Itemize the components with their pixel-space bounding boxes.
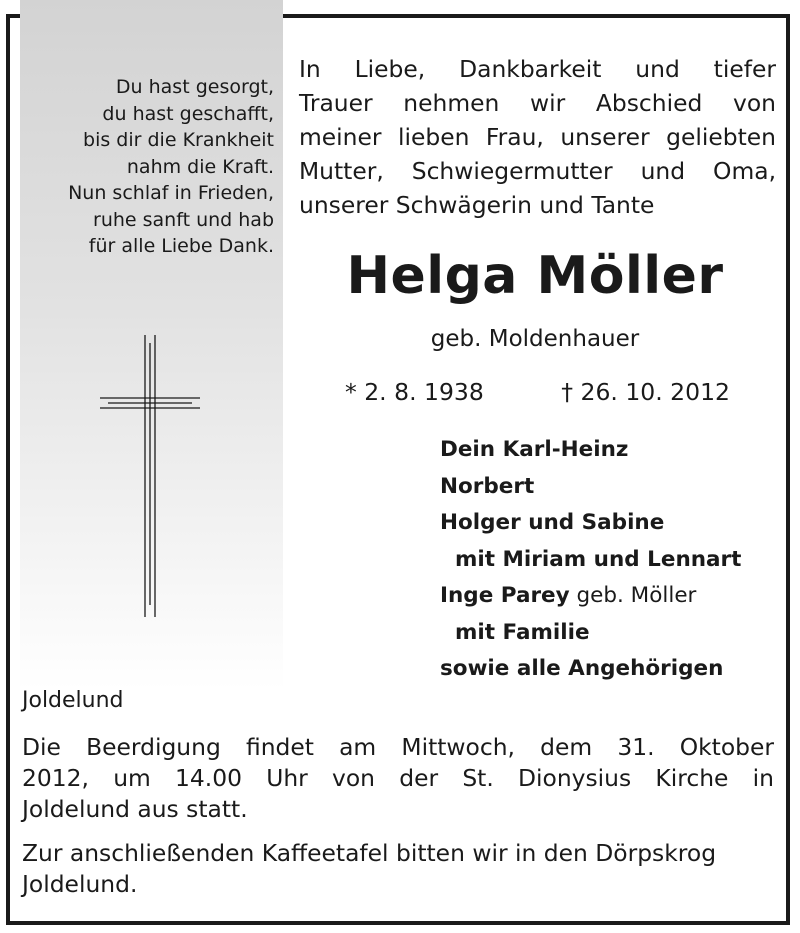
funeral-line: Joldelund aus statt. (22, 795, 248, 823)
coffee-line: Joldelund. (22, 870, 138, 898)
coffee-line: Zur anschließenden Kaffeetafel bitten wir in den Dörpskrog (22, 839, 717, 867)
intro-line: unserer Schwägerin und Tante (299, 191, 655, 219)
verse (24, 74, 274, 260)
funeral-line: Die Beerdigung findet am Mittwoch, dem 31. Oktober (22, 733, 774, 761)
verse-line: nahm die Kraft. (126, 155, 274, 178)
funeral-info (22, 732, 774, 825)
mourner-nee: geb. Möller (569, 583, 697, 608)
intro-line: Trauer nehmen wir Abschied von (299, 89, 776, 117)
verse-line: Nun schlaf in Frieden, (68, 182, 274, 204)
verse-line: bis dir die Krankheit (83, 129, 274, 151)
mourner-line: Holger und Sabine (440, 510, 665, 535)
coffee-invitation (22, 838, 774, 900)
mourner-line: mit Familie (455, 619, 590, 645)
mourner-line: sowie alle Angehörigen (440, 656, 724, 681)
mourner-line (440, 578, 741, 615)
mourner-line: Dein Karl-Heinz (440, 437, 629, 462)
place-name: Joldelund (22, 688, 124, 713)
intro-line: meiner lieben Frau, unserer geliebten (299, 123, 776, 151)
deceased-name: Helga Möller (346, 246, 724, 306)
mourner-line: Norbert (440, 473, 535, 499)
verse-line: für alle Liebe Dank. (88, 235, 274, 257)
verse-line: Du hast gesorgt, (115, 76, 274, 98)
maiden-name: geb. Moldenhauer (430, 326, 640, 352)
mourner-name: Inge Parey (440, 583, 570, 608)
birth-date: * 2. 8. 1938 (345, 378, 484, 406)
verse-line: du hast geschafft, (102, 102, 274, 125)
cross-icon (100, 335, 200, 617)
intro-text (299, 52, 776, 222)
funeral-line: 2012, um 14.00 Uhr von der St. Dionysius Kirche in (22, 764, 774, 792)
verse-line: ruhe sanft und hab (93, 208, 274, 231)
mourners-list (440, 432, 741, 688)
death-date: † 26. 10. 2012 (561, 378, 730, 406)
mourner-line: mit Miriam und Lennart (455, 546, 742, 572)
intro-line: Mutter, Schwiegermutter und Oma, (299, 157, 776, 185)
intro-line: In Liebe, Dankbarkeit und tiefer (299, 55, 776, 83)
